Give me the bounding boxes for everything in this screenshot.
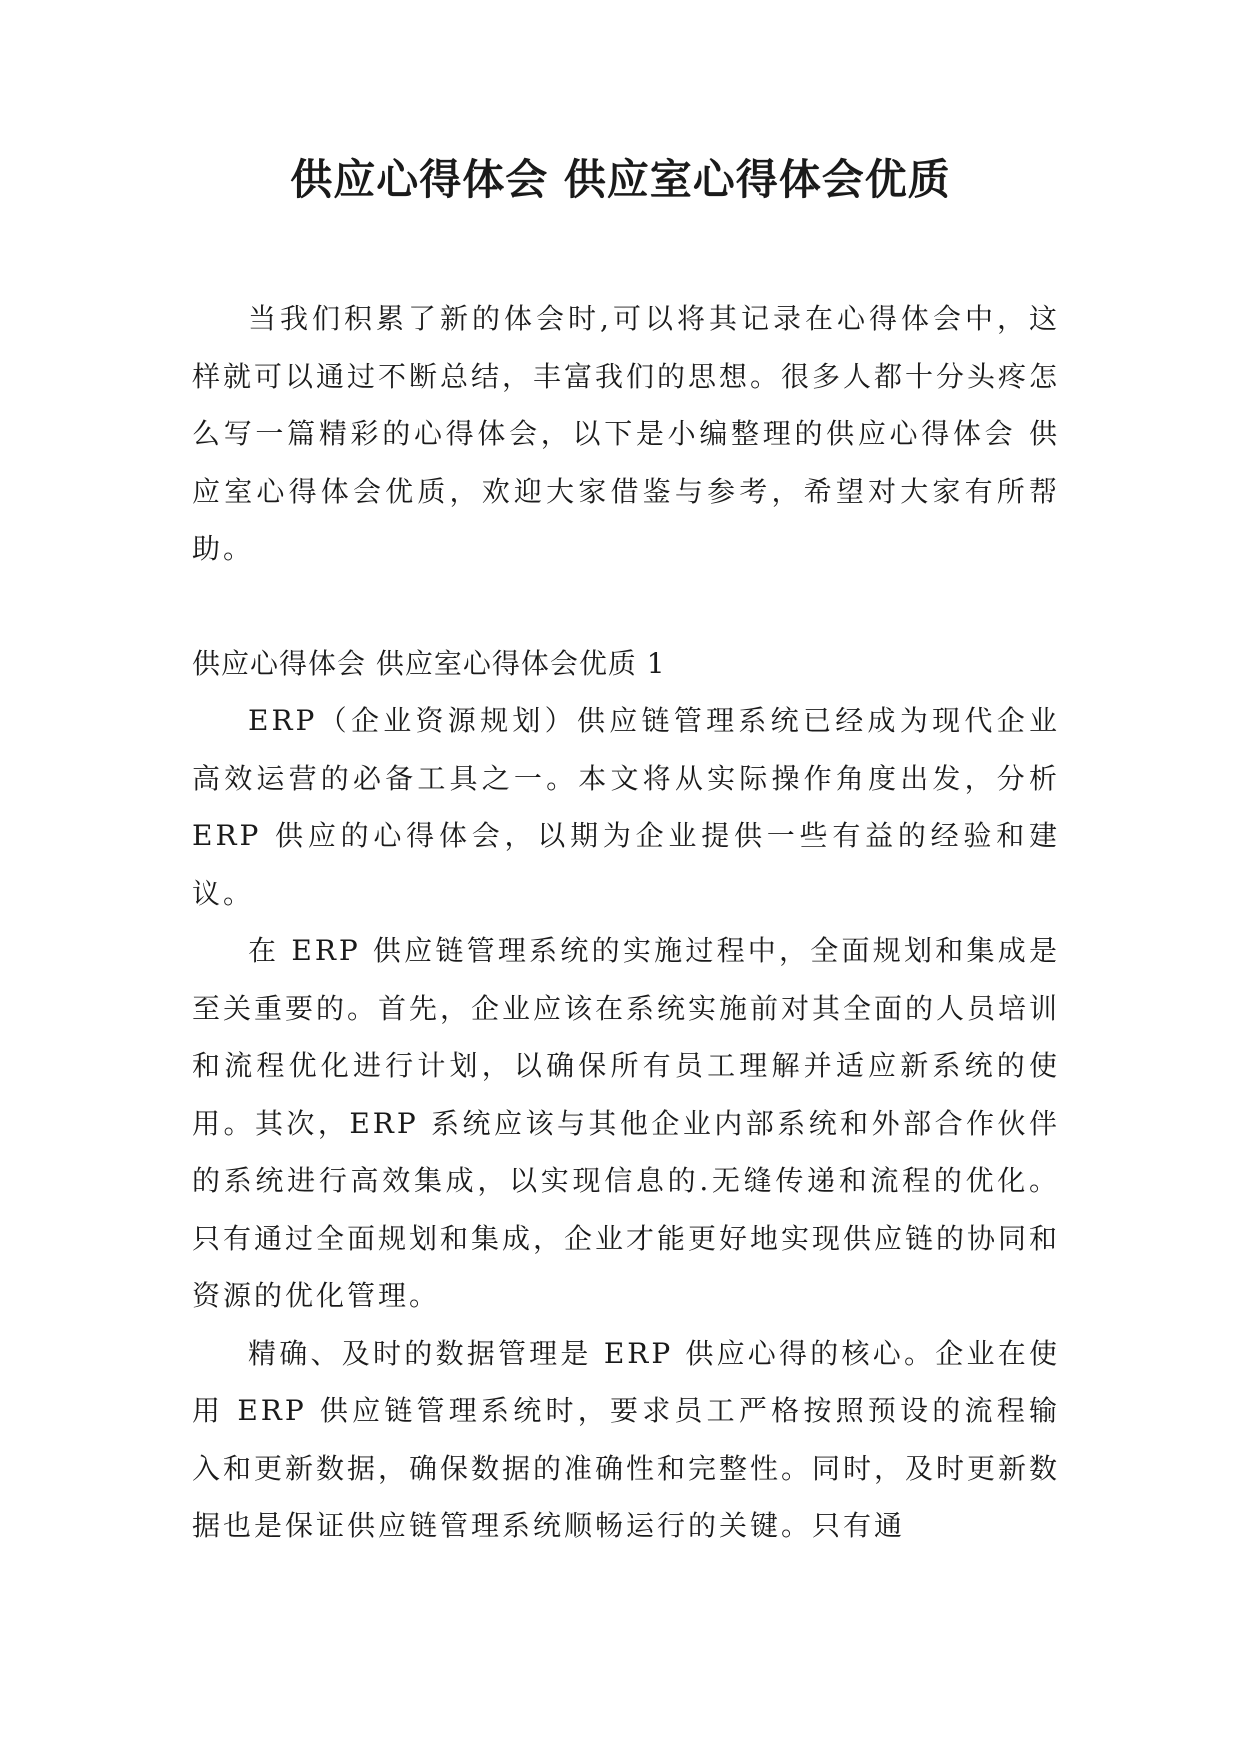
body-paragraph-2: 在 ERP 供应链管理系统的实施过程中，全面规划和集成是至关重要的。首先，企业应该在系统实施前对其全面的人员培训和流程优化进行计划，以确保所有员工理解并适应新系统的使用。其次，ERP 系统应该与其他企业内部系统和外部合作伙伴的系统进行高效集成，以实现信息的.无缝传递和流程的优化。只有通过全面规划和集成，企业才能更好地实现供应链的协同和资源的优化管理。 [192,934,1061,1312]
body-paragraph-3: 精确、及时的数据管理是 ERP 供应心得的核心。企业在使用 ERP 供应链管理系统时，要求员工严格按照预设的流程输入和更新数据，确保数据的准确性和完整性。同时，及时更新数据也是保证供应链管理系统顺畅运行的关键。只有通 [192,1336,1061,1542]
section-heading: 供应心得体会 供应室心得体会优质 1 [192,646,666,680]
document-title: 供应心得体会 供应室心得体会优质 [290,155,951,204]
intro-paragraph: 当我们积累了新的体会时,可以将其记录在心得体会中，这样就可以通过不断总结，丰富我们的思想。很多人都十分头疼怎么写一篇精彩的心得体会，以下是小编整理的供应心得体会 供应室心得体会优质，欢迎大家借鉴与参考，希望对大家有所帮助。 [192,302,1061,565]
body-paragraph-1: ERP（企业资源规划）供应链管理系统已经成为现代企业高效运营的必备工具之一。本文将从实际操作角度出发，分析 ERP 供应的心得体会，以期为企业提供一些有益的经验和建议。 [192,704,1060,910]
document-body [192,290,1060,1555]
